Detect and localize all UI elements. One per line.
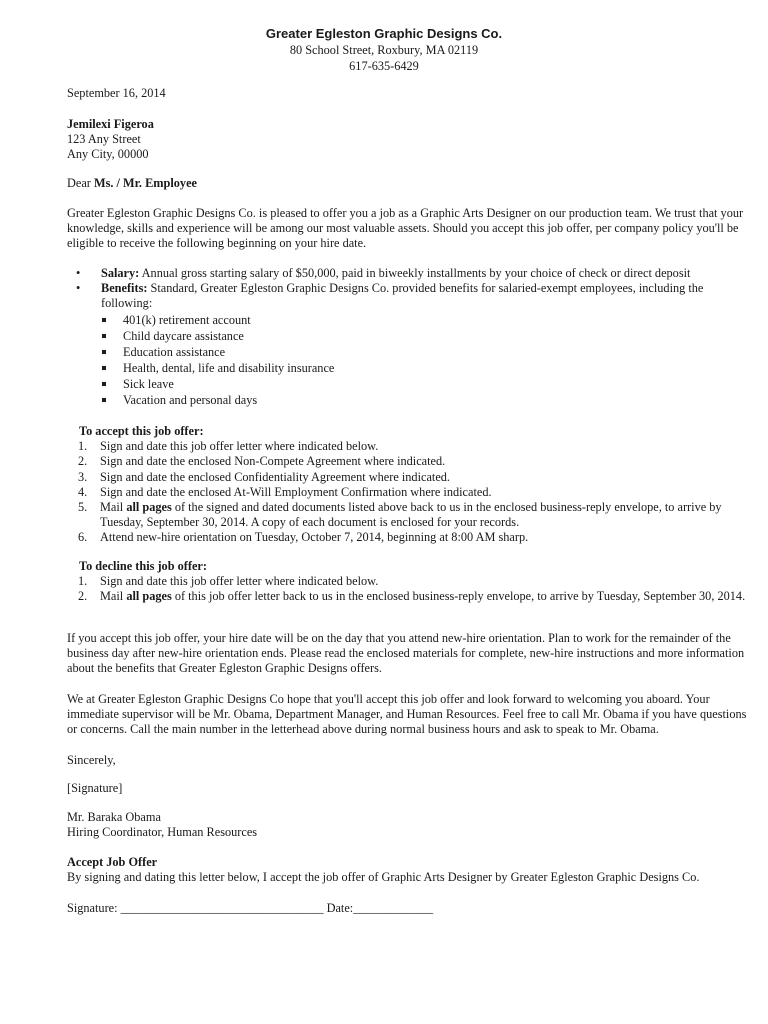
step-number: 6.: [78, 530, 88, 545]
recipient-block: [67, 117, 749, 163]
step-number: 1.: [78, 439, 88, 454]
signer-title: Hiring Coordinator, Human Resources: [67, 825, 258, 840]
benefit-sub-list: [67, 312, 749, 408]
letter-date: September 16, 2014: [67, 86, 166, 100]
square-bullet-icon: [102, 398, 106, 402]
benefit-item-text: 401(k) retirement account: [123, 312, 251, 327]
list-item: [67, 439, 749, 454]
benefits-label: Benefits:: [101, 281, 148, 296]
step-emphasis: all pages: [126, 500, 172, 515]
bullet-icon: •: [76, 281, 81, 296]
benefits-text: Standard, Greater Egleston Graphic Designs Co. provided benefits for salaried-exempt employees, including the following:: [101, 281, 704, 311]
step-text: of this job offer letter back to us in the enclosed business-reply envelope, to arrive by Tuesday, September 30, 2014.: [171, 589, 746, 604]
acceptance-text: By signing and dating this letter below, I accept the job offer of Graphic Arts Designer by Greater Egleston Graphic Designs Co.: [67, 870, 700, 885]
accept-heading: To accept this job offer:: [79, 424, 204, 438]
step-emphasis: all pages: [126, 589, 172, 604]
letterhead: [0, 26, 768, 74]
intro-paragraph: Greater Egleston Graphic Designs Co. is pleased to offer you a job as a Graphic Arts Designer on our production team. We trust that your knowledge, skills and experience will be among our most valuable assets. Should you accept this job offer, per company policy you'll be eligible to receive the following beginning on your hire date.: [67, 206, 744, 251]
bullet-icon: •: [76, 266, 81, 280]
step-text: Sign and date the enclosed Non-Compete Agreement where indicated.: [100, 454, 446, 469]
benefits-item: [67, 281, 749, 311]
square-bullet-icon: [102, 350, 106, 354]
signature-placeholder: [Signature]: [67, 781, 123, 795]
list-item: [67, 589, 749, 604]
step-text: Mail: [100, 500, 127, 515]
step-number: 2.: [78, 454, 88, 469]
step-number: 3.: [78, 469, 88, 484]
list-item: [67, 485, 749, 500]
step-text: Mail: [100, 589, 127, 604]
step-number: 2.: [78, 589, 88, 604]
list-item: [67, 312, 749, 328]
acceptance-heading: Accept Job Offer: [67, 855, 158, 869]
signer-block: [67, 810, 749, 840]
square-bullet-icon: [102, 382, 106, 386]
benefits-section: [67, 266, 749, 408]
closing: Sincerely,: [67, 753, 116, 767]
decline-steps: [67, 574, 749, 604]
accept-section: [67, 424, 749, 546]
square-bullet-icon: [102, 366, 106, 370]
recipient-city: Any City, 00000: [67, 147, 149, 162]
benefit-item-text: Education assistance: [123, 344, 226, 359]
step-number: 1.: [78, 574, 88, 589]
step-text: of the signed and dated documents listed above back to us in the enclosed business-reply envelope, to arrive by Tuesday, September 30, 2014. A copy of each document is enclosed for your records.: [100, 500, 722, 530]
list-item: [67, 392, 749, 408]
list-item: [67, 328, 749, 344]
salutation: [67, 176, 749, 191]
list-item: [67, 574, 749, 589]
company-name: Greater Egleston Graphic Designs Co.: [265, 26, 503, 41]
benefit-item-text: Sick leave: [123, 376, 174, 391]
list-item: [67, 470, 749, 485]
step-text: Sign and date this job offer letter where indicated below.: [100, 574, 379, 589]
step-text: Sign and date this job offer letter where indicated below.: [100, 439, 379, 454]
list-item: [67, 376, 749, 392]
welcome-paragraph: We at Greater Egleston Graphic Designs Co hope that you'll accept this job offer and look forward to welcoming you aboard. Your immediate supervisor will be Mr. Obama, Department Manager, and Human Resources. Feel free to call Mr. Obama if you have questions or concerns. Call the main number in the letterhead above during normal business hours and ask to speak to Mr. Obama.: [67, 692, 747, 737]
benefit-item-text: Vacation and personal days: [123, 392, 258, 407]
list-item: [67, 530, 749, 545]
decline-heading: To decline this job offer:: [79, 559, 207, 573]
step-text: Sign and date the enclosed At-Will Employment Confirmation where indicated.: [100, 484, 492, 499]
salary-label: Salary:: [101, 266, 140, 280]
square-bullet-icon: [102, 318, 106, 322]
acceptance-section: [67, 855, 749, 885]
list-item: [67, 454, 749, 469]
recipient-street: 123 Any Street: [67, 132, 141, 147]
step-number: 5.: [78, 500, 88, 515]
hire-date-paragraph: If you accept this job offer, your hire date will be on the day that you attend new-hire orientation. Plan to work for the remainder of the business day after new-hire orientation ends. Please read the enclosed materials for complete, new-hire instructions and more information about the benefits that Greater Egleston Graphic Designs offers.: [67, 631, 745, 676]
recipient-name: Jemilexi Figeroa: [67, 117, 154, 131]
step-text: Attend new-hire orientation on Tuesday, October 7, 2014, beginning at 8:00 AM sharp.: [100, 530, 529, 545]
benefit-item-text: Child daycare assistance: [123, 328, 244, 343]
list-item: [67, 500, 749, 530]
step-text: Sign and date the enclosed Confidentiality Agreement where indicated.: [100, 469, 451, 484]
salary-text: Annual gross starting salary of $50,000, paid in biweekly installments by your choice of check or direct deposit: [139, 266, 691, 280]
list-item: [67, 344, 749, 360]
benefit-item-text: Health, dental, life and disability insurance: [123, 360, 335, 375]
signature-date-line: Signature: _________________________________ Date:_____________: [67, 901, 434, 915]
accept-steps: [67, 439, 749, 545]
decline-section: [67, 559, 749, 605]
benefits-list: [67, 266, 749, 312]
company-address: 80 School Street, Roxbury, MA 02119: [289, 43, 479, 57]
list-item: [67, 360, 749, 376]
company-phone: 617-635-6429: [349, 59, 419, 73]
square-bullet-icon: [102, 334, 106, 338]
step-number: 4.: [78, 484, 88, 499]
salutation-prefix: Dear: [67, 176, 94, 190]
salary-item: [67, 266, 749, 281]
salutation-name: Ms. / Mr. Employee: [93, 176, 197, 190]
signer-name: Mr. Baraka Obama: [67, 810, 161, 824]
